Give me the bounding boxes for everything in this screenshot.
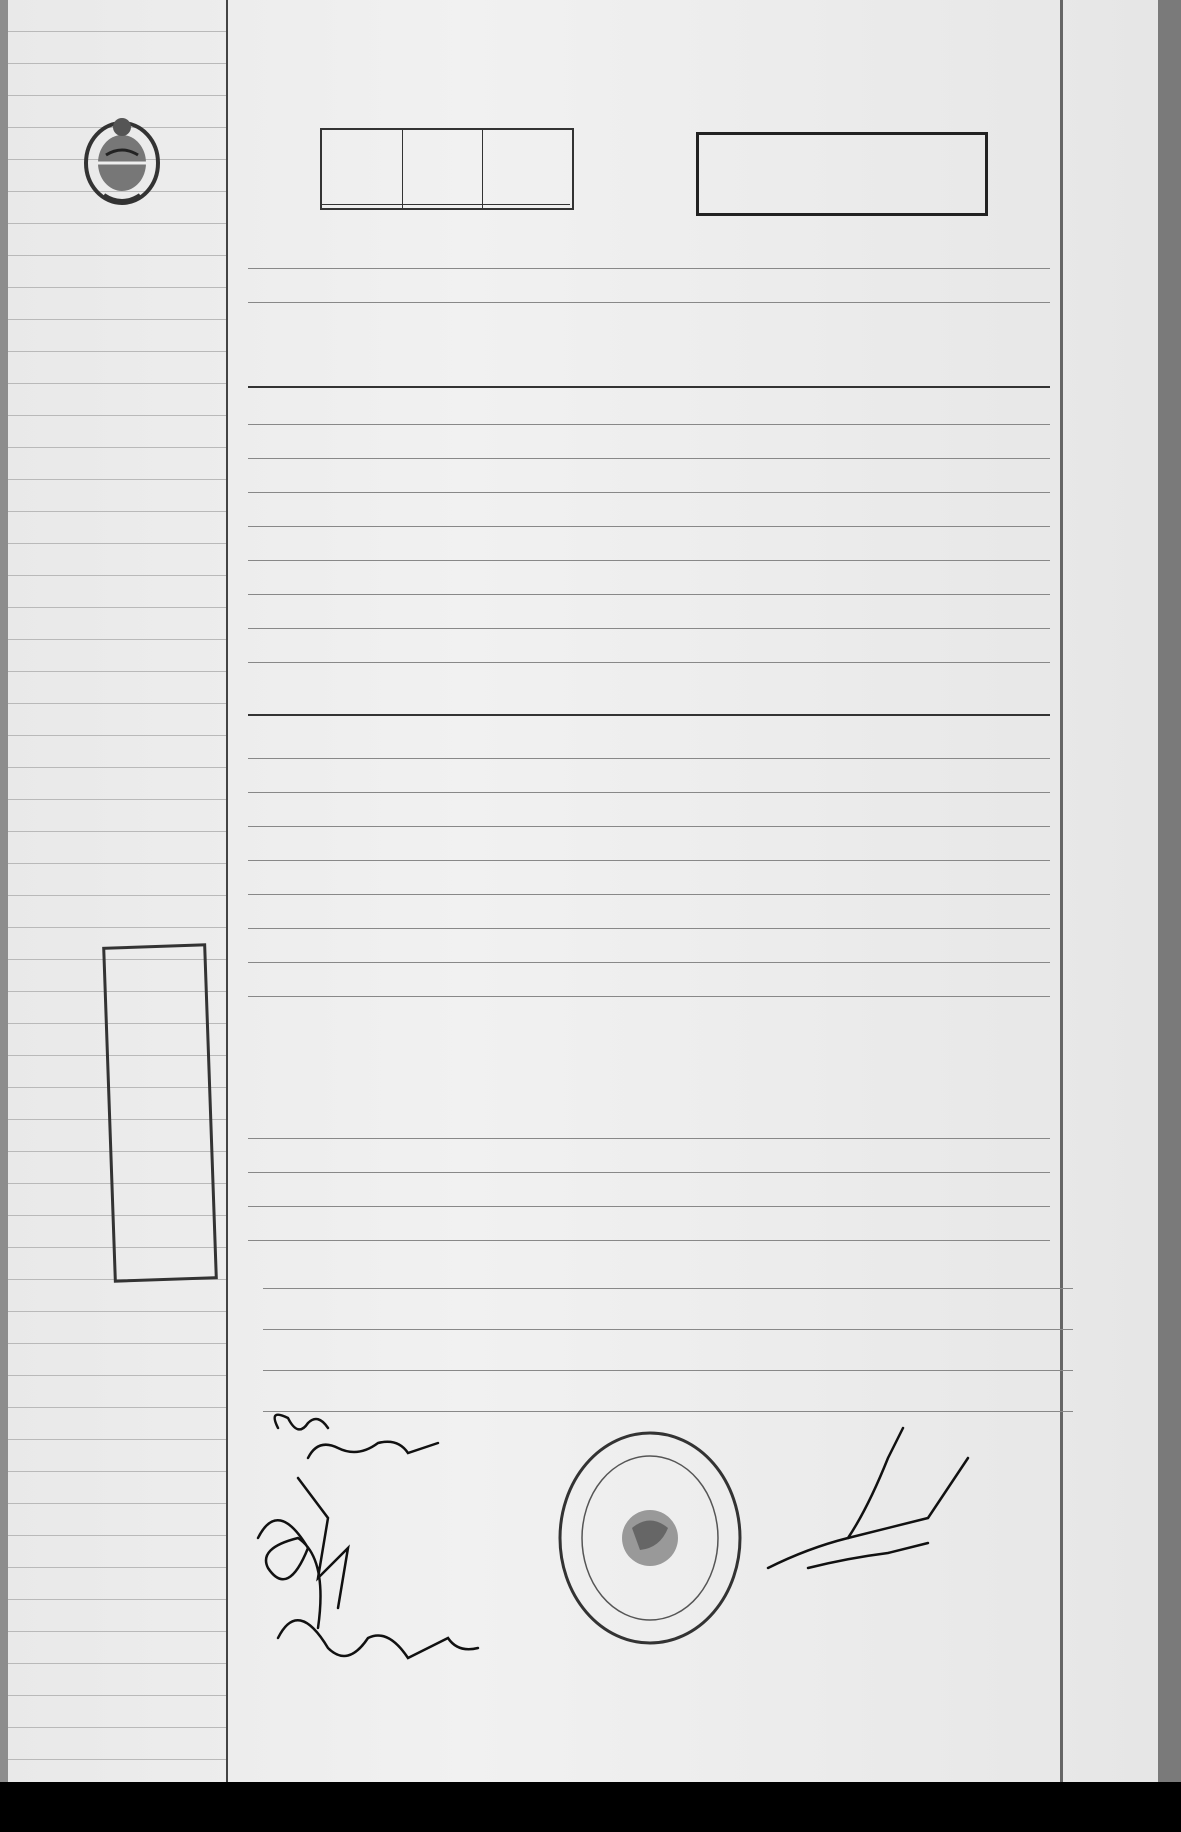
bride-age-row [248,728,1050,759]
scan-edge [1158,0,1181,1782]
groom-parents-domicile-row [248,632,1050,663]
groom-nationality-row [248,428,1050,459]
ano-label [482,204,570,206]
bride-father-nat-row [248,864,1050,895]
tax-exemption-stamp [102,943,218,1282]
acta-cell [402,130,483,208]
bride-nationality-row [248,762,1050,793]
tomo-label [322,204,402,206]
coat-of-arms-icon [76,115,168,207]
obs-rule [263,1329,1073,1330]
witness2-details-row [248,1210,1050,1241]
bride-domicile-row [248,796,1050,827]
bride-father-row [248,830,1050,861]
witness1-name-row [248,1108,1050,1139]
acta-label [402,204,482,206]
footer-code [0,1782,1181,1832]
groom-father-nat-row [248,530,1050,561]
handwritten-signatures-icon [258,1415,478,1658]
bride-name-row [248,684,1050,716]
bride-mother-nat-row [248,932,1050,963]
groom-mother-row [248,564,1050,595]
certificate-page [8,0,1158,1782]
groom-domicile-row [248,462,1050,493]
official-seal-icon [560,1433,740,1643]
record-number-box [320,128,574,210]
intro-statement-row [248,306,1050,336]
intro-place-row [248,238,1050,269]
bride-parents-domicile-row [248,966,1050,997]
groom-name-row [248,356,1050,388]
ano-cell [482,130,570,208]
official-signature-icon [768,1428,968,1568]
groom-age-row [248,394,1050,425]
tomo-cell [322,130,403,208]
obs-rule [263,1370,1073,1371]
witness1-details-row [248,1142,1050,1173]
document-type-box [696,132,988,216]
margin-column [8,0,228,1782]
intro-date-row [248,272,1050,303]
obs-rule [263,1288,1073,1289]
groom-father-row [248,496,1050,527]
witness2-name-row [248,1176,1050,1207]
bride-mother-row [248,898,1050,929]
signatures-area [248,1398,1068,1698]
groom-mother-nat-row [248,598,1050,629]
